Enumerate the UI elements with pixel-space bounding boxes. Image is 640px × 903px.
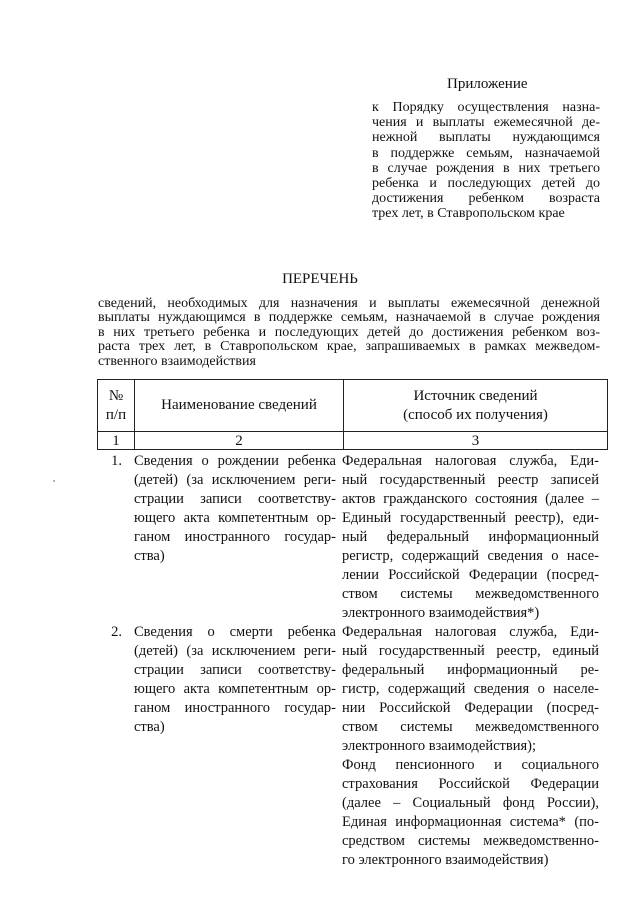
row-source-line: федеральный информационный ре-	[342, 662, 599, 678]
header-num	[98, 380, 135, 432]
row-name	[134, 452, 336, 566]
row-source-line: ством системы межведомственного	[342, 586, 599, 602]
row-source-line: нии Российской Федерации (посред-	[342, 700, 599, 716]
header-name: Наименование сведений	[135, 380, 344, 432]
appendix-line: ребенка и последующих детей до	[372, 176, 600, 192]
row-source	[342, 452, 599, 623]
row-name-line: (детей) (за исключением реги-	[134, 643, 336, 659]
row-source-line: ный государственный реестр записей	[342, 472, 599, 488]
header-source-line1: Источник сведений	[413, 387, 538, 404]
row-source-line: электронного взаимодействия*)	[342, 605, 540, 621]
row-source-line: актов гражданского состояния (далее –	[342, 491, 599, 507]
column-number: 2	[135, 432, 344, 450]
row-source-line: Федеральная налоговая служба, Еди-	[342, 453, 599, 469]
document-title: ПЕРЕЧЕНЬ	[282, 271, 358, 287]
row-name-line: ганом иностранного государ-	[134, 700, 336, 716]
row-number: 2.	[111, 624, 122, 640]
appendix-title: Приложение	[447, 76, 528, 92]
row-source-line: Единый государственный реестр), еди-	[342, 510, 599, 526]
subtitle-line: ственного взаимодействия	[98, 353, 256, 369]
row-source-line: ством системы межведомственного	[342, 719, 599, 735]
subtitle-line: сведений, необходимых для назначения и выплаты ежемесячной денежной	[98, 296, 600, 311]
appendix-line: чения и выплаты ежемесячной де-	[372, 115, 600, 131]
row-source-line: регистр, содержащий сведения о насе-	[342, 548, 599, 564]
row-name-line: ющего акта компетентным ор-	[134, 681, 336, 697]
appendix-line: в случае рождения в них третьего	[372, 160, 600, 176]
row-name-line: ства)	[134, 548, 165, 564]
appendix-reference	[372, 100, 600, 222]
row-source-line: (далее – Социальный фонд России),	[342, 795, 599, 811]
row-name	[134, 623, 336, 737]
document-subtitle	[98, 297, 600, 369]
scan-speck	[53, 480, 55, 482]
row-source-line: Федеральная налоговая служба, Еди-	[342, 624, 599, 640]
row-source-line: гистр, содержащий сведения о населе-	[342, 681, 599, 697]
row-name-line: страции записи соответству-	[134, 662, 336, 678]
row-name-line: Сведения о рождении ребенка	[134, 453, 336, 469]
row-name-line: Сведения о смерти ребенка	[134, 624, 336, 640]
appendix-line: нежной выплаты нуждающимся	[372, 130, 600, 146]
row-name-line: (детей) (за исключением реги-	[134, 472, 336, 488]
row-source-line: страхования Российской Федерации	[342, 776, 599, 792]
row-source-line: Фонд пенсионного и социального	[342, 757, 599, 773]
row-source-line: электронного взаимодействия);	[342, 738, 536, 754]
subtitle-line: выплаты нуждающимся в поддержке семьям, назначаемой в случае рождения	[98, 310, 600, 326]
row-name-line: страции записи соответству-	[134, 491, 336, 507]
header-num-line2: п/п	[105, 406, 127, 423]
table-header	[97, 379, 608, 450]
appendix-line: трех лет, в Ставропольском крае	[372, 206, 565, 222]
appendix-line: к Порядку осуществления назна-	[372, 100, 600, 115]
row-source-line: Единая информационная система* (по-	[342, 814, 599, 830]
appendix-line: в поддержке семьям, назначаемой	[372, 145, 600, 161]
row-source-line: ный государственный реестр, единый	[342, 643, 599, 659]
subtitle-line: в них третьего ребенка и последующих детей до достижения ребенком воз-	[98, 324, 600, 340]
row-source-line: лении Российской Федерации (посред-	[342, 567, 599, 583]
column-number: 1	[98, 432, 135, 450]
appendix-line: достижения ребенком возраста	[372, 191, 600, 207]
row-number: 1.	[111, 453, 122, 469]
header-num-line1: №	[108, 387, 124, 404]
row-source-line: го электронного взаимодействия)	[342, 852, 549, 868]
row-name-line: ющего акта компетентным ор-	[134, 510, 336, 526]
subtitle-line: раста трех лет, в Ставропольском крае, запрашиваемых в рамках межведом-	[98, 339, 600, 355]
column-number: 3	[344, 432, 608, 450]
header-source	[344, 380, 608, 432]
row-name-line: ганом иностранного государ-	[134, 529, 336, 545]
row-source-line: ный федеральный информационный	[342, 529, 599, 545]
header-source-line2: (способ их получения)	[403, 406, 548, 423]
row-name-line: ства)	[134, 719, 165, 735]
row-source	[342, 623, 599, 870]
row-source-line: средством системы межведомственно-	[342, 833, 599, 849]
